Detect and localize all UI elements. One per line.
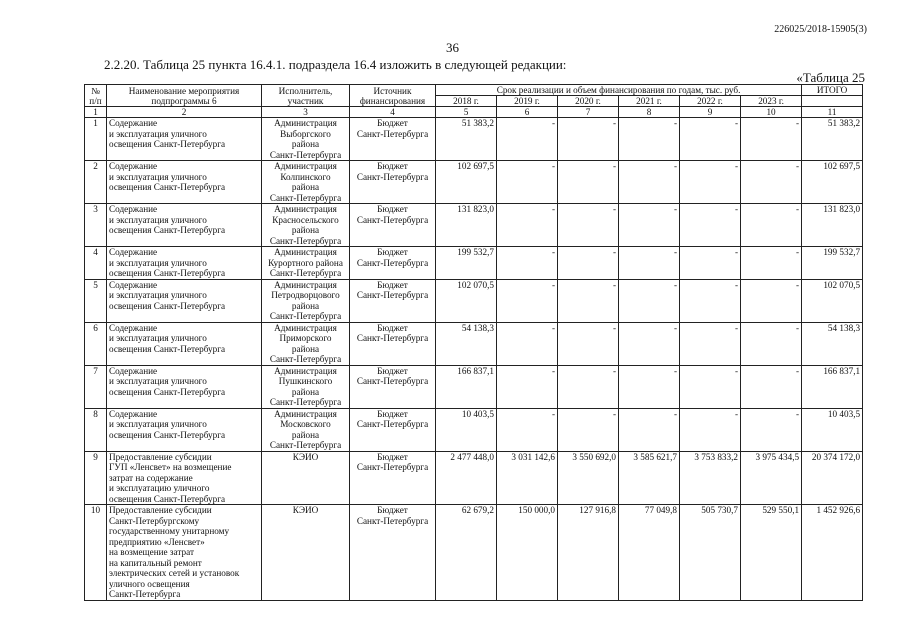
- year-value-cell: -: [680, 204, 741, 247]
- year-value-cell: 54 138,3: [436, 322, 497, 365]
- funding-source-cell: Бюджет Санкт-Петербурга: [350, 247, 436, 280]
- total-cell: 102 070,5: [802, 279, 863, 322]
- table-row: [85, 247, 863, 280]
- funding-source-cell: Бюджет Санкт-Петербурга: [350, 505, 436, 601]
- total-cell: 54 138,3: [802, 322, 863, 365]
- executor-cell: Администрация Московского района Санкт-Петербурга: [262, 408, 350, 451]
- year-value-cell: -: [497, 118, 558, 161]
- table-row: [85, 408, 863, 451]
- year-value-cell: -: [497, 408, 558, 451]
- row-number-cell: 5: [85, 279, 107, 322]
- column-number: 11: [802, 107, 863, 118]
- column-number: 3: [262, 107, 350, 118]
- year-value-cell: 131 823,0: [436, 204, 497, 247]
- page-number: 36: [446, 40, 459, 55]
- year-value-cell: -: [680, 279, 741, 322]
- year-value-cell: 3 753 833,2: [680, 451, 741, 505]
- column-number: 5: [436, 107, 497, 118]
- column-number: 6: [497, 107, 558, 118]
- activity-name-cell: Предоставление субсидии ГУП «Ленсвет» на возмещение затрат на содержание и эксплуатацию уличного освещения Санкт-Петербурга: [107, 451, 262, 505]
- executor-cell: Администрация Красносельского района Санкт-Петербурга: [262, 204, 350, 247]
- total-cell: 131 823,0: [802, 204, 863, 247]
- year-value-cell: 529 550,1: [741, 505, 802, 601]
- year-value-cell: 3 031 142,6: [497, 451, 558, 505]
- activity-name-cell: Содержание и эксплуатация уличного освещения Санкт-Петербурга: [107, 279, 262, 322]
- table-row: [85, 505, 863, 601]
- header-executor: Исполнитель, участник: [262, 85, 350, 107]
- table-row: [85, 204, 863, 247]
- year-value-cell: 199 532,7: [436, 247, 497, 280]
- year-value-cell: -: [680, 247, 741, 280]
- year-value-cell: -: [558, 161, 619, 204]
- activity-name-cell: Содержание и эксплуатация уличного освещения Санкт-Петербурга: [107, 322, 262, 365]
- table-row: [85, 161, 863, 204]
- year-value-cell: -: [619, 204, 680, 247]
- total-cell: 166 837,1: [802, 365, 863, 408]
- year-value-cell: -: [558, 204, 619, 247]
- funding-source-cell: Бюджет Санкт-Петербурга: [350, 408, 436, 451]
- year-value-cell: -: [619, 322, 680, 365]
- total-cell: 20 374 172,0: [802, 451, 863, 505]
- year-value-cell: -: [680, 408, 741, 451]
- header-source: Источник финансирования: [350, 85, 436, 107]
- row-number-cell: 6: [85, 322, 107, 365]
- year-value-cell: -: [741, 161, 802, 204]
- activity-name-cell: Содержание и эксплуатация уличного освещения Санкт-Петербурга: [107, 118, 262, 161]
- year-value-cell: -: [741, 322, 802, 365]
- year-value-cell: 166 837,1: [436, 365, 497, 408]
- year-value-cell: 3 550 692,0: [558, 451, 619, 505]
- activity-name-cell: Содержание и эксплуатация уличного освещения Санкт-Петербурга: [107, 204, 262, 247]
- row-number-cell: 3: [85, 204, 107, 247]
- table-row: [85, 279, 863, 322]
- header-year: 2019 г.: [497, 96, 558, 107]
- year-value-cell: -: [680, 161, 741, 204]
- year-value-cell: -: [619, 408, 680, 451]
- header-name: Наименование мероприятия подпрограммы 6: [107, 85, 262, 107]
- document-id: 226025/2018-15905(3): [774, 24, 867, 35]
- funding-source-cell: Бюджет Санкт-Петербурга: [350, 322, 436, 365]
- executor-cell: Администрация Выборгского района Санкт-Петербурга: [262, 118, 350, 161]
- year-value-cell: 62 679,2: [436, 505, 497, 601]
- total-cell: 51 383,2: [802, 118, 863, 161]
- column-number: 10: [741, 107, 802, 118]
- year-value-cell: -: [619, 279, 680, 322]
- header-year: 2018 г.: [436, 96, 497, 107]
- year-value-cell: -: [741, 408, 802, 451]
- executor-cell: КЭИО: [262, 451, 350, 505]
- table-caption: «Таблица 25: [796, 70, 865, 85]
- activity-name-cell: Содержание и эксплуатация уличного освещения Санкт-Петербурга: [107, 161, 262, 204]
- column-number: 7: [558, 107, 619, 118]
- column-number: 4: [350, 107, 436, 118]
- column-number: 9: [680, 107, 741, 118]
- funding-source-cell: Бюджет Санкт-Петербурга: [350, 279, 436, 322]
- row-number-cell: 9: [85, 451, 107, 505]
- year-value-cell: -: [741, 204, 802, 247]
- year-value-cell: -: [558, 118, 619, 161]
- total-cell: 102 697,5: [802, 161, 863, 204]
- year-value-cell: -: [558, 408, 619, 451]
- header-num: № п/п: [85, 85, 107, 107]
- year-value-cell: -: [497, 204, 558, 247]
- year-value-cell: 505 730,7: [680, 505, 741, 601]
- header-period: Срок реализации и объем финансирования по годам, тыс. руб.: [436, 85, 802, 96]
- header-total-blank: [802, 96, 863, 107]
- total-cell: 10 403,5: [802, 408, 863, 451]
- year-value-cell: -: [497, 161, 558, 204]
- column-number: 2: [107, 107, 262, 118]
- column-number-row: [85, 107, 863, 118]
- column-number: 1: [85, 107, 107, 118]
- year-value-cell: 3 585 621,7: [619, 451, 680, 505]
- table-row: [85, 365, 863, 408]
- year-value-cell: -: [680, 322, 741, 365]
- year-value-cell: 150 000,0: [497, 505, 558, 601]
- year-value-cell: -: [741, 365, 802, 408]
- year-value-cell: 3 975 434,5: [741, 451, 802, 505]
- row-number-cell: 4: [85, 247, 107, 280]
- year-value-cell: 102 070,5: [436, 279, 497, 322]
- activity-name-cell: Содержание и эксплуатация уличного освещения Санкт-Петербурга: [107, 408, 262, 451]
- funding-source-cell: Бюджет Санкт-Петербурга: [350, 365, 436, 408]
- year-value-cell: -: [619, 118, 680, 161]
- year-value-cell: -: [497, 322, 558, 365]
- year-value-cell: 102 697,5: [436, 161, 497, 204]
- table-row: [85, 118, 863, 161]
- header-year: 2020 г.: [558, 96, 619, 107]
- year-value-cell: -: [741, 279, 802, 322]
- year-value-cell: 51 383,2: [436, 118, 497, 161]
- activity-name-cell: Содержание и эксплуатация уличного освещения Санкт-Петербурга: [107, 365, 262, 408]
- year-value-cell: 2 477 448,0: [436, 451, 497, 505]
- year-value-cell: -: [558, 247, 619, 280]
- executor-cell: Администрация Пушкинского района Санкт-Петербурга: [262, 365, 350, 408]
- year-value-cell: 10 403,5: [436, 408, 497, 451]
- row-number-cell: 7: [85, 365, 107, 408]
- row-number-cell: 10: [85, 505, 107, 601]
- year-value-cell: -: [497, 247, 558, 280]
- header-year: 2023 г.: [741, 96, 802, 107]
- year-value-cell: -: [497, 279, 558, 322]
- year-value-cell: -: [741, 118, 802, 161]
- column-number: 8: [619, 107, 680, 118]
- total-cell: 1 452 926,6: [802, 505, 863, 601]
- year-value-cell: -: [680, 118, 741, 161]
- executor-cell: Администрация Колпинского района Санкт-Петербурга: [262, 161, 350, 204]
- year-value-cell: -: [558, 322, 619, 365]
- header-total: ИТОГО: [802, 85, 863, 96]
- year-value-cell: -: [619, 247, 680, 280]
- activity-name-cell: Предоставление субсидии Санкт-Петербургскому государственному унитарному предприятию «Ленсвет» на возмещение затрат на капитальный ремонт электрических сетей и установок уличного освещения Санкт-Петербурга: [107, 505, 262, 601]
- funding-source-cell: Бюджет Санкт-Петербурга: [350, 204, 436, 247]
- executor-cell: Администрация Петродворцового района Санкт-Петербурга: [262, 279, 350, 322]
- year-value-cell: -: [558, 279, 619, 322]
- header-year: 2022 г.: [680, 96, 741, 107]
- funding-source-cell: Бюджет Санкт-Петербурга: [350, 161, 436, 204]
- year-value-cell: -: [680, 365, 741, 408]
- activity-name-cell: Содержание и эксплуатация уличного освещения Санкт-Петербурга: [107, 247, 262, 280]
- year-value-cell: -: [497, 365, 558, 408]
- year-value-cell: -: [558, 365, 619, 408]
- header-year: 2021 г.: [619, 96, 680, 107]
- funding-table: [84, 84, 863, 601]
- funding-source-cell: Бюджет Санкт-Петербурга: [350, 118, 436, 161]
- year-value-cell: 77 049,8: [619, 505, 680, 601]
- table-row: [85, 451, 863, 505]
- row-number-cell: 2: [85, 161, 107, 204]
- year-value-cell: -: [619, 161, 680, 204]
- total-cell: 199 532,7: [802, 247, 863, 280]
- row-number-cell: 8: [85, 408, 107, 451]
- year-value-cell: 127 916,8: [558, 505, 619, 601]
- funding-source-cell: Бюджет Санкт-Петербурга: [350, 451, 436, 505]
- executor-cell: Администрация Приморского района Санкт-Петербурга: [262, 322, 350, 365]
- year-value-cell: -: [619, 365, 680, 408]
- row-number-cell: 1: [85, 118, 107, 161]
- year-value-cell: -: [741, 247, 802, 280]
- intro-text: 2.2.20. Таблица 25 пункта 16.4.1. подраздела 16.4 изложить в следующей редакции:: [104, 57, 567, 72]
- table-row: [85, 322, 863, 365]
- executor-cell: Администрация Курортного района Санкт-Петербурга: [262, 247, 350, 280]
- executor-cell: КЭИО: [262, 505, 350, 601]
